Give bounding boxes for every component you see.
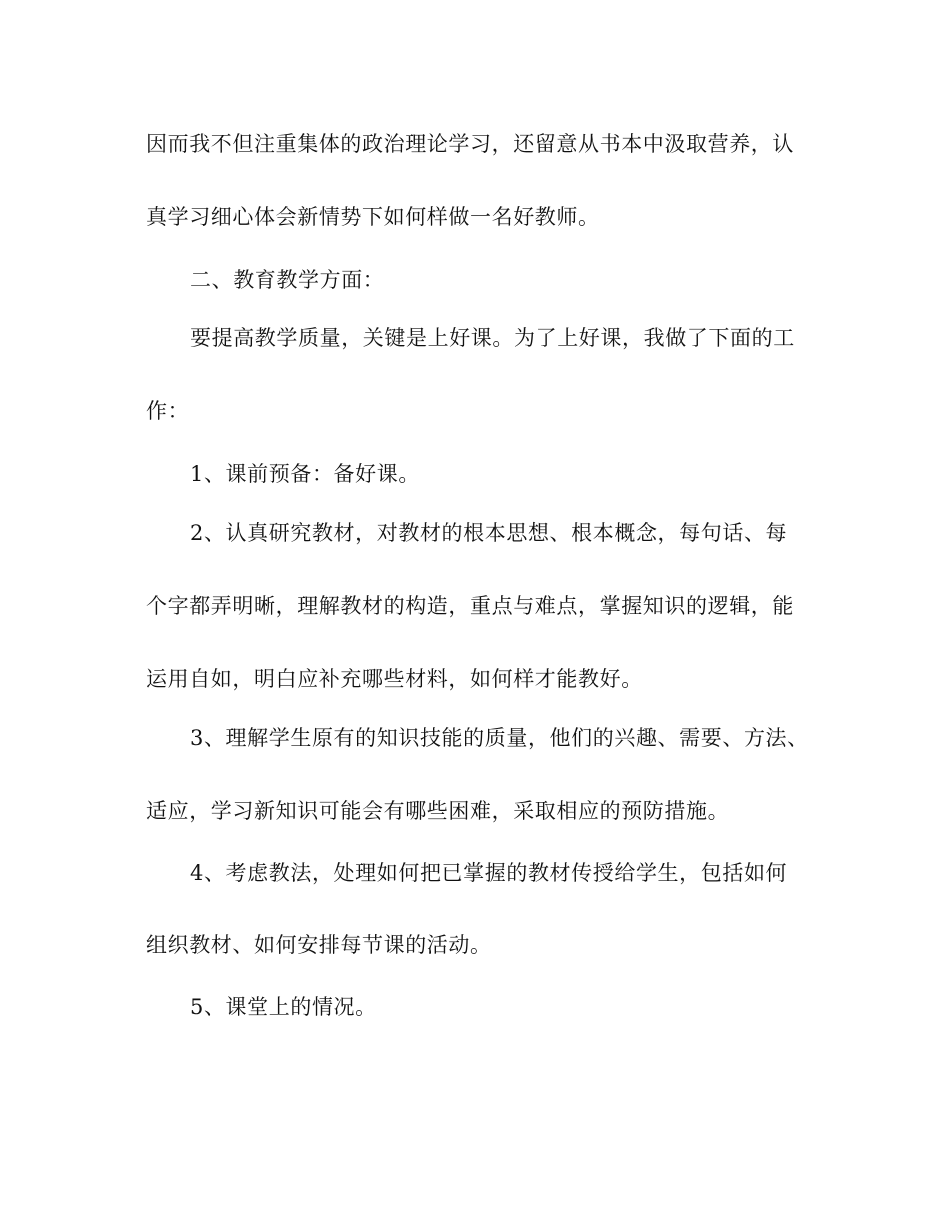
text-line: 作： [146,399,190,423]
text-line: 真学习细心体会新情势下如何样做一名好教师。 [146,205,600,229]
list-item: 5、课堂上的情况。 [190,995,377,1019]
text-line: 运用自如，明白应补充哪些材料，如何样才能教好。 [146,667,643,691]
text-line: 要提高教学质量，关键是上好课。为了上好课，我做了下面的工 [190,326,795,350]
list-item: 3、理解学生原有的知识技能的质量，他们的兴趣、需要、方法、 [190,726,809,750]
section-heading: 二、教育教学方面： [190,268,385,292]
list-item: 1、课前预备：备好课。 [190,462,420,486]
text-line: 适应，学习新知识可能会有哪些困难，采取相应的预防措施。 [146,799,730,823]
list-item: 2、认真研究教材，对教材的根本思想、根本概念，每句话、每 [190,521,788,545]
list-item: 4、考虑教法，处理如何把已掌握的教材传授给学生，包括如何 [190,861,788,885]
text-line: 个字都弄明晰，理解教材的构造，重点与难点，掌握知识的逻辑，能 [146,594,794,618]
text-line: 组织教材、如何安排每节课的活动。 [146,933,492,957]
text-line: 因而我不但注重集体的政治理论学习，还留意从书本中汲取营养，认 [146,132,794,156]
